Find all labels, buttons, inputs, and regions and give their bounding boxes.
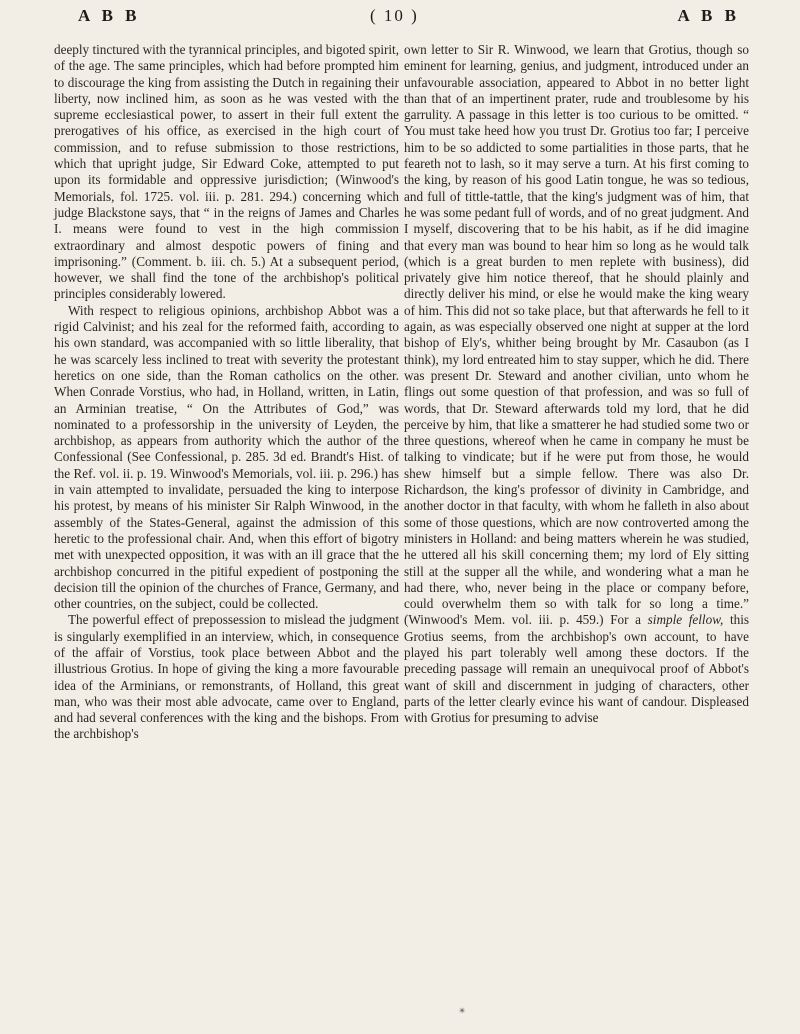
header-right: A B B xyxy=(677,6,740,25)
page-number: ( 10 ) xyxy=(370,6,419,25)
paragraph: deeply tinctured with the tyrannical principles, and bigoted spirit, of the age. The same principles, which had before prompted him to discourage the king from assisting the Dutch in regaining their liberty, now inclined him, as soon as he was vested with the supreme ecclesiastical power, to assert in their full extent the prerogatives of his office, as exercised in the high court of commission, and to refuse submission to those restrictions, which that upright judge, Sir Edward Coke, attempted to put upon its formidable and oppressive jurisdiction; (Winwood's Memorials, fol. 1725. vol. iii. p. 281. 294.) concerning which judge Blackstone says, that “ in the reigns of James and Charles I. means were found to vest in the high commission extraordinary and almost despotic powers of fining and imprisoning.” (Comment. b. iii. ch. 5.) At a subsequent period, however, we shall find the tone of the archbishop's political principles considerably lowered. xyxy=(54,42,399,302)
left-column xyxy=(54,42,399,743)
running-header xyxy=(40,6,760,34)
paragraph: With respect to religious opinions, archbishop Abbot was a rigid Calvinist; and his zeal for the reformed faith, according to his own standard, was accompanied with so little liberality, that he was scarcely less inclined to treat with severity the protestant heretics on one side, than the Roman catholics on the other. When Conrade Vorstius, who had, in Holland, written, in Latin, an Arminian treatise, “ On the Attributes of God,” was nominated to a professorship in the university of Leyden, the archbishop, as appears from authority which the author of the Confessional (See Confessional, p. 285. 3d ed. Brandt's Hist. of the Ref. vol. ii. p. 19. Winwood's Memorials, vol. iii. p. 296.) has in vain attempted to invalidate, persuaded the king to interpose his protest, by means of his minister Sir Ralph Winwood, in the assembly of the States-General, against the admission of this heretic to the professional chair. And, when this effort of bigotry met with unexpected opposition, it was with an ill grace that the archbishop concurred in the pitiful expedient of postponing the decision till the opinion of the churches of France, Germany, and other countries, on the subject, could be collected. xyxy=(54,302,399,612)
text-run: this Grotius seems, from the archbishop's own account, to have played his part tolerably well among these doctors. If the preceding passage will remain an unequivocal proof of Abbot's want of skill and discernment in judging of characters, other parts of the letter clearly evince his want of candour. Displeased with Grotius for presuming to advise xyxy=(404,612,750,726)
right-column xyxy=(404,42,749,726)
header-left: A B B xyxy=(78,6,141,25)
text-run: own letter to Sir R. Winwood, we learn that Grotius, though so eminent for learning, genius, and judgment, introduced under an unfavourable association, appeared to Abbot in no better light than that of an impertinent prater, rude and troublesome by his garrulity. A passage in this letter is too curious to be omitted. “ You must take heed how you trust Dr. Grotius too far; I perceive him to be so addicted to some partialities in those parts, that he feareth not to lash, so it may serve a turn. At his first coming to the king, by reason of his good Latin tongue, he was so tedious, and full of tittle-tattle, that the king's judgment was of him, that he was some pedant full of words, and of no great judgment. And I myself, discovering that to be his habit, as if he did imagine that every man was bound to hear him so long as he would talk (which is a great burden to men replete with business), did privately give him notice thereof, that he should plainly and directly deliver his mind, or else he would make the king weary of him. This did not so take place, but that afterwards he fell to it again, as was especially observed one night at supper at the lord bishop of Ely's, whither being brought by Mr. Casaubon (as I think), my lord entreated him to stay supper, which he did. There was present Dr. Steward and another civilian, unto whom he flings out some question of that profession, and was so full of words, that Dr. Steward afterwards told my lord, that he did perceive by him, that like a smatterer he had studied some two or three questions, whereof when he came in company he must be talking to vindicate; but if he were put from those, he would shew himself but a simple fellow. There was also Dr. Richardson, the king's professor of divinity in Cambridge, and another doctor in that faculty, with whom he falleth in also about some of those questions, which are now controverted among the ministers in Holland: and being matters wherein he was studied, he uttered all his skill concerning them; my lord of Ely sitting still at the supper all the while, and wondering what a man he had there, who, never being in the place or company before, could overwhelm them so with talk for so long a time.” (Winwood's Mem. vol. iii. p. 459.) For a xyxy=(404,42,749,628)
italic-phrase: simple fellow, xyxy=(647,612,724,628)
ornament-mark: ✴ xyxy=(458,1006,467,1017)
paragraph xyxy=(404,42,749,726)
paragraph: The powerful effect of prepossession to mislead the judgment is singularly exemplified in an interview, which, in consequence of the affair of Vorstius, took place between Abbot and the illustrious Grotius. In hope of giving the king a more favourable idea of the Arminians, or remonstrants, of Holland, this great man, who was their most able advocate, came over to England, and had several conferences with the king and the bishops. From the archbishop's xyxy=(54,612,399,742)
